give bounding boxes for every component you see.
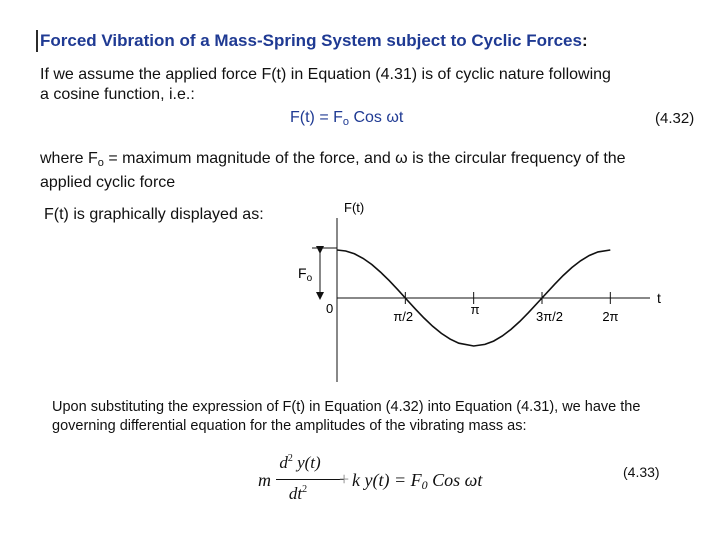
- graph-caption: F(t) is graphically displayed as:: [44, 206, 264, 223]
- where-line-1-sub: o: [97, 157, 104, 169]
- eq433-den-dt: dt: [288, 484, 303, 503]
- substitution-line-2: governing differential equation for the amplitudes of the vibrating mass as:: [52, 418, 527, 434]
- tick-pi-label: π: [470, 302, 480, 317]
- origin-label: 0: [326, 301, 334, 316]
- eq433-rhs-a: k y(t) = F: [352, 470, 422, 490]
- eq433-rhs: [352, 470, 482, 493]
- equation-4-32: [290, 109, 403, 128]
- amplitude-label-main: F: [298, 265, 307, 281]
- amplitude-label-sub: o: [306, 273, 313, 284]
- eq433-fraction-bar: [276, 479, 344, 480]
- eq433-num-rest: y(t): [292, 453, 321, 472]
- x-axis-label: t: [657, 290, 661, 306]
- y-axis-label: F(t): [344, 200, 365, 215]
- eq432-sub: o: [342, 116, 350, 128]
- tick-pi-over-2-label: π/2: [393, 309, 414, 324]
- eq432-rhs: Cos ωt: [349, 109, 404, 126]
- equation-4-32-number: (4.32): [655, 110, 695, 127]
- eq433-den-sup: 2: [302, 484, 308, 495]
- eq433-num-d: d: [279, 453, 288, 472]
- cosine-curve: [337, 250, 610, 346]
- equation-4-33-number: (4.33): [623, 464, 660, 480]
- eq433-mass: m: [258, 470, 271, 490]
- intro-line-1: If we assume the applied force F(t) in Equation (4.31) is of cyclic nature following: [40, 66, 611, 83]
- eq433-plus: +: [339, 469, 350, 489]
- eq433-numerator: [275, 453, 325, 473]
- intro-line-2: a cosine function, i.e.:: [40, 86, 195, 103]
- intro-paragraph: [40, 65, 611, 105]
- eq433-rhs-sub: 0: [421, 478, 428, 492]
- eq433-denominator: [273, 484, 323, 504]
- where-paragraph: [40, 149, 626, 193]
- amplitude-label: [298, 265, 313, 284]
- where-line-1-a: where F: [40, 150, 98, 167]
- slide-title: [40, 31, 588, 51]
- slide-title-colon: :: [581, 31, 588, 50]
- slide-title-text: Forced Vibration of a Mass-Spring System subject to Cyclic Forces: [40, 31, 582, 50]
- where-line-2: applied cyclic force: [40, 174, 176, 191]
- x-ticks: [393, 292, 618, 324]
- tick-2pi-label: 2π: [602, 309, 619, 324]
- substitution-line-1: Upon substituting the expression of F(t) in Equation (4.32) into Equation (4.31), we have the: [52, 399, 641, 415]
- tick-3pi-over-2-label: 3π/2: [535, 309, 564, 324]
- where-line-1-b: = maximum magnitude of the force, and ω is the circular frequency of the: [103, 150, 626, 167]
- where-line-1: [40, 149, 626, 173]
- eq433-rhs-b: Cos ωt: [427, 470, 483, 490]
- substitution-paragraph: [52, 398, 640, 436]
- eq432-lhs: F(t) = F: [290, 109, 343, 126]
- slide-accent-bar: [36, 30, 38, 52]
- eq433-num-sup: 2: [287, 453, 293, 464]
